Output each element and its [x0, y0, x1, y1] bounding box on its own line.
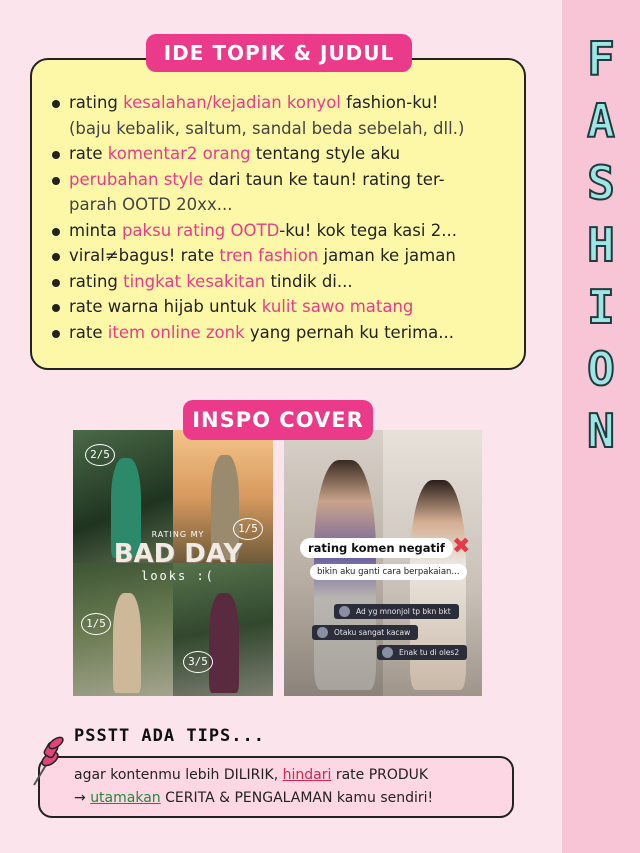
side-letter: H [587, 218, 615, 272]
list-item: minta paksu rating OOTD-ku! kok tega kasi 2... [52, 218, 524, 244]
list-item-note: (baju kebalik, saltum, sandal beda sebelah, dll.) [69, 118, 465, 138]
emphasis-hindari: hindari [282, 767, 332, 783]
cover-headline: BAD DAY [113, 539, 243, 569]
list-item: perubahan style dari taun ke taun! rating ter- [52, 167, 524, 193]
avatar [382, 647, 393, 658]
side-letter: F [587, 32, 615, 86]
cover-title [113, 530, 243, 583]
list-item: rate item online zonk yang pernah ku terima... [52, 320, 524, 346]
tips-box [38, 756, 514, 818]
list-item: rate komentar2 orang tentang style aku [52, 141, 524, 167]
inspo-cover-1[interactable] [73, 430, 273, 696]
side-letter: N [587, 404, 615, 458]
pushpin-icon [22, 735, 66, 791]
tips-line: agar kontenmu lebih DILIRIK, hindari rate PRODUK [74, 767, 429, 783]
fraction-label: 1/5 [233, 518, 263, 540]
comment-bubble: Ad yg mnonjol tp bkn bkt [334, 604, 459, 619]
list-item: rating tingkat kesakitan tindik di... [52, 269, 524, 295]
inspo-label: INSPO COVER [183, 400, 373, 440]
avatar [339, 606, 350, 617]
topik-label: IDE TOPIK & JUDUL [146, 34, 412, 72]
person-figure [113, 593, 141, 693]
side-letter: A [587, 94, 615, 148]
side-letter: S [587, 156, 615, 210]
inspo-cover-2[interactable] [284, 430, 482, 696]
topik-box [30, 58, 526, 370]
fraction-label: 2/5 [85, 444, 115, 466]
comment-bubble: Otaku sangat kacaw [312, 625, 418, 640]
side-letter: I [587, 280, 615, 334]
list-item: viral≠bagus! rate tren fashion jaman ke jaman [52, 243, 524, 269]
side-letter: O [587, 342, 615, 396]
fraction-label: 1/5 [81, 613, 111, 635]
emphasis-utamakan: utamakan [90, 790, 161, 806]
list-item-note: parah OOTD 20xx... [69, 195, 233, 214]
x-mark-icon: ✖ [452, 534, 471, 559]
person-figure [209, 593, 239, 693]
topik-list [52, 90, 524, 345]
list-item: rating kesalahan/kejadian konyol fashion-ku! [52, 90, 524, 116]
cover-kicker: RATING MY [151, 530, 205, 539]
tips-line: → utamakan CERITA & PENGALAMAN kamu sendiri! [74, 790, 434, 806]
list-item: rate warna hijab untuk kulit sawo matang [52, 294, 524, 320]
fraction-label: 3/5 [183, 651, 213, 673]
avatar [317, 627, 328, 638]
cover-subline: bikin aku ganti cara berpakaian... [310, 564, 467, 580]
cover-subline: looks :( [141, 569, 215, 583]
comment-bubble: Enak tu di oles2 [377, 645, 467, 660]
cover-headline: rating komen negatif [300, 538, 453, 558]
tips-title: PSSTT ADA TIPS... [74, 726, 265, 746]
side-title [562, 28, 640, 462]
